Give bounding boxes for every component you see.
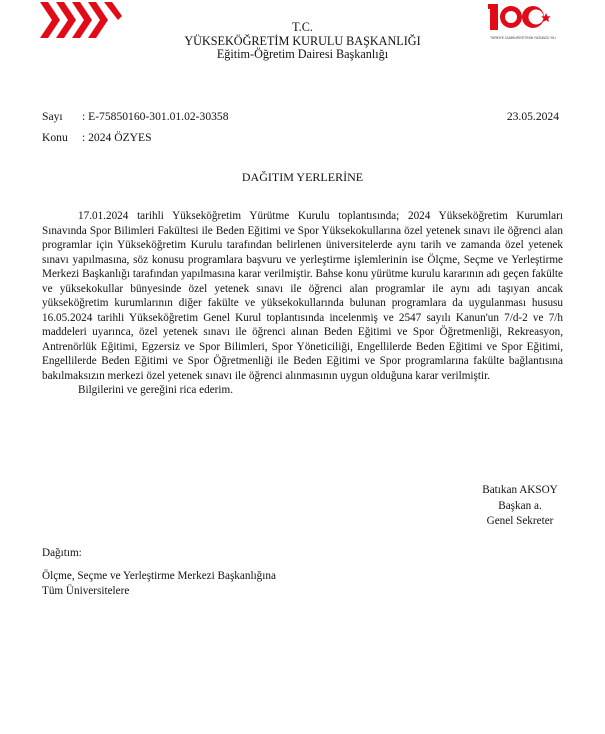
letter-body [42, 209, 563, 398]
meta-sayi [42, 110, 229, 123]
konu-value: : 2024 ÖZYES [82, 131, 152, 144]
konu-label: Konu [42, 131, 68, 144]
sayi-value: : E-75850160-301.01.02-30358 [82, 110, 229, 123]
document-title: DAĞITIM YERLERİNE [241, 170, 364, 184]
body-paragraph-1: 17.01.2024 tarihli Yükseköğretim Yürütme Kurulu toplantısında; 2024 Yükseköğretim Kurumları Sınavında Spor Bilimleri Fakültesi ile Beden Eğitimi ve Spor Yüksekokullarına özel yetenek sınavı ile öğrenci alan programlar için Yükseköğretim Kurulu tarafından belirlenen üniversitelerde aynı tarih ve zamanda özel yetenek sınavı yapılmasına, söz konusu programlara başvuru ve yerleştirme işlemlerinin ise Ölçme, Seçme ve Yerleştirme Merkezi Başkanlığı tarafından yapılmasına karar verilmiştir. Bahse konu yürütme kurulu kararının adı geçen fakülte ve yüksekokullar bünyesinde özel yetenek sınavı ile öğrenci alan programlar ile aynı adı taşıyan ancak yükseköğretim kurumlarının diğer fakülte ve yüksekokullarında bulunan programlara da uygulanması hususu 16.05.2024 tarihli Yükseköğretim Genel Kurul toplantısında incelenmiş ve 2547 sayılı Kanun'un 7/d-2 ve 7/h maddeleri uyarınca, özel yetenek sınavı ile öğrenci alınan Beden Eğitimi ve Spor Öğretmenliği, Rekreasyon, Antrenörlük Eğitimi, Egzersiz ve Spor Bilimleri, Spor Yöneticiliği, Engellilerde Beden Eğitimi ve Spor Eğitimi, Engellilerde Beden Eğitimi ve Spor Öğretmenliği ile Beden Eğitimi ve Spor programlarına fakülte bağlantısına bakılmaksızın merkezi özel yetenek sınavı ile öğrenci alınmasının uygun olduğuna karar verilmiştir. [42, 210, 563, 382]
document-date: 23.05.2024 [506, 110, 559, 123]
distribution-item: Tüm Üniversitelere [42, 585, 130, 597]
signatory-role: Başkan a. [498, 499, 542, 512]
distribution-list [42, 569, 276, 599]
svg-text:TÜRKİYE CUMHURİYETİ'NİN YÜZÜNC: TÜRKİYE CUMHURİYETİ'NİN YÜZÜNCÜ YILI [490, 36, 556, 40]
signature-block [470, 483, 570, 530]
distribution-label: Dağıtım: [42, 547, 82, 559]
header-department: Eğitim-Öğretim Dairesi Başkanlığı [216, 47, 389, 61]
signatory-title: Genel Sekreter [486, 515, 554, 527]
letterhead [0, 21, 605, 62]
header-institution: YÜKSEKÖĞRETİM KURULU BAŞKANLIĞI [184, 33, 421, 48]
distribution-item: Ölçme, Seçme ve Yerleştirme Merkezi Başkanlığına [42, 570, 276, 582]
header-tc: T.C. [292, 20, 313, 34]
sayi-label: Sayı [42, 110, 63, 123]
meta-konu [42, 131, 152, 144]
body-paragraph-2: Bilgilerini ve gereğini rica ederim. [78, 384, 234, 396]
signatory-name: Batıkan AKSOY [482, 484, 558, 496]
